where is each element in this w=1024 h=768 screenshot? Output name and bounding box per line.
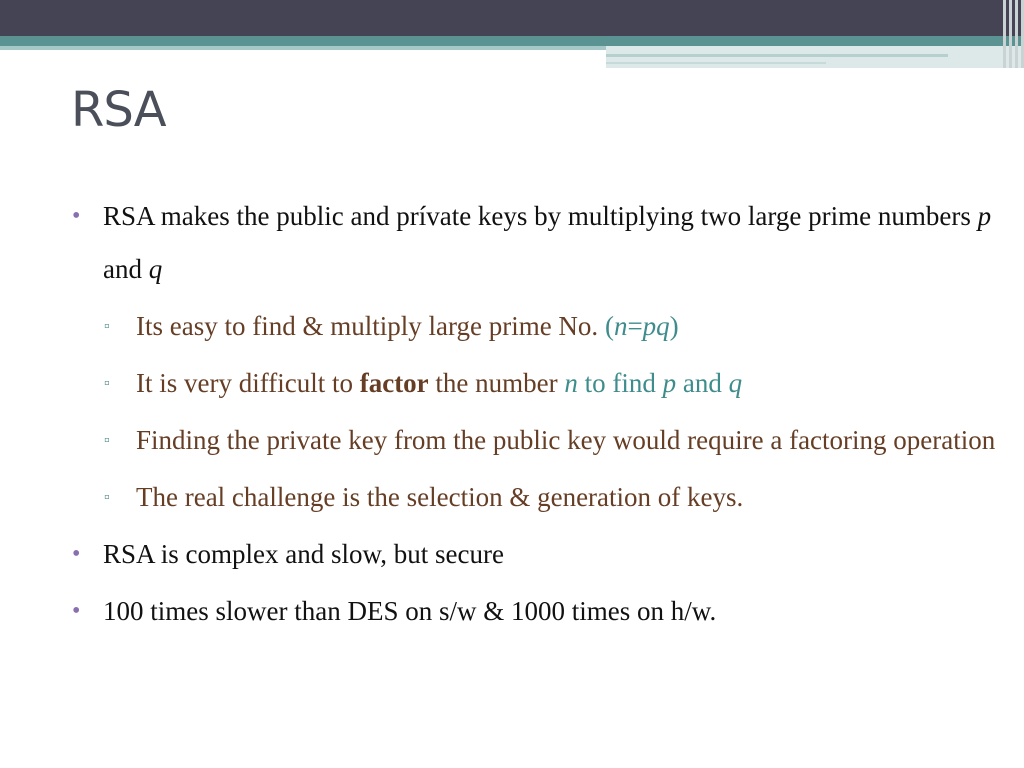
header-decor-line xyxy=(606,54,948,57)
slide-title: RSA xyxy=(71,82,166,138)
sub-bullet-easy-multiply: ▫ Its easy to find & multiply large prime No. (n=pq) xyxy=(104,300,1002,353)
header-stripes xyxy=(994,0,1024,68)
header-light-band xyxy=(606,46,1024,68)
sub-bullet-hard-factor: ▫ It is very difficult to factor the number n to find p and q xyxy=(104,357,1002,410)
sub-bullet-real-challenge: ▫ The real challenge is the selection & generation of keys. xyxy=(104,471,1002,524)
bullet-rsa-keys: • RSA makes the public and prívate keys by multiplying two large prime numbers p and q xyxy=(72,190,1002,296)
slide-body xyxy=(72,190,1002,638)
header-accent-band xyxy=(0,36,1024,46)
header-decor-line xyxy=(606,62,826,64)
bullet-rsa-complex: • RSA is complex and slow, but secure xyxy=(72,528,1002,581)
sub-bullet-private-key: ▫ Finding the private key from the public key would require a factoring operation xyxy=(104,414,1002,467)
bullet-rsa-speed: • 100 times slower than DES on s/w & 1000 times on h/w. xyxy=(72,585,1002,638)
header-accent-line xyxy=(0,46,606,50)
header-bar xyxy=(0,0,1024,36)
